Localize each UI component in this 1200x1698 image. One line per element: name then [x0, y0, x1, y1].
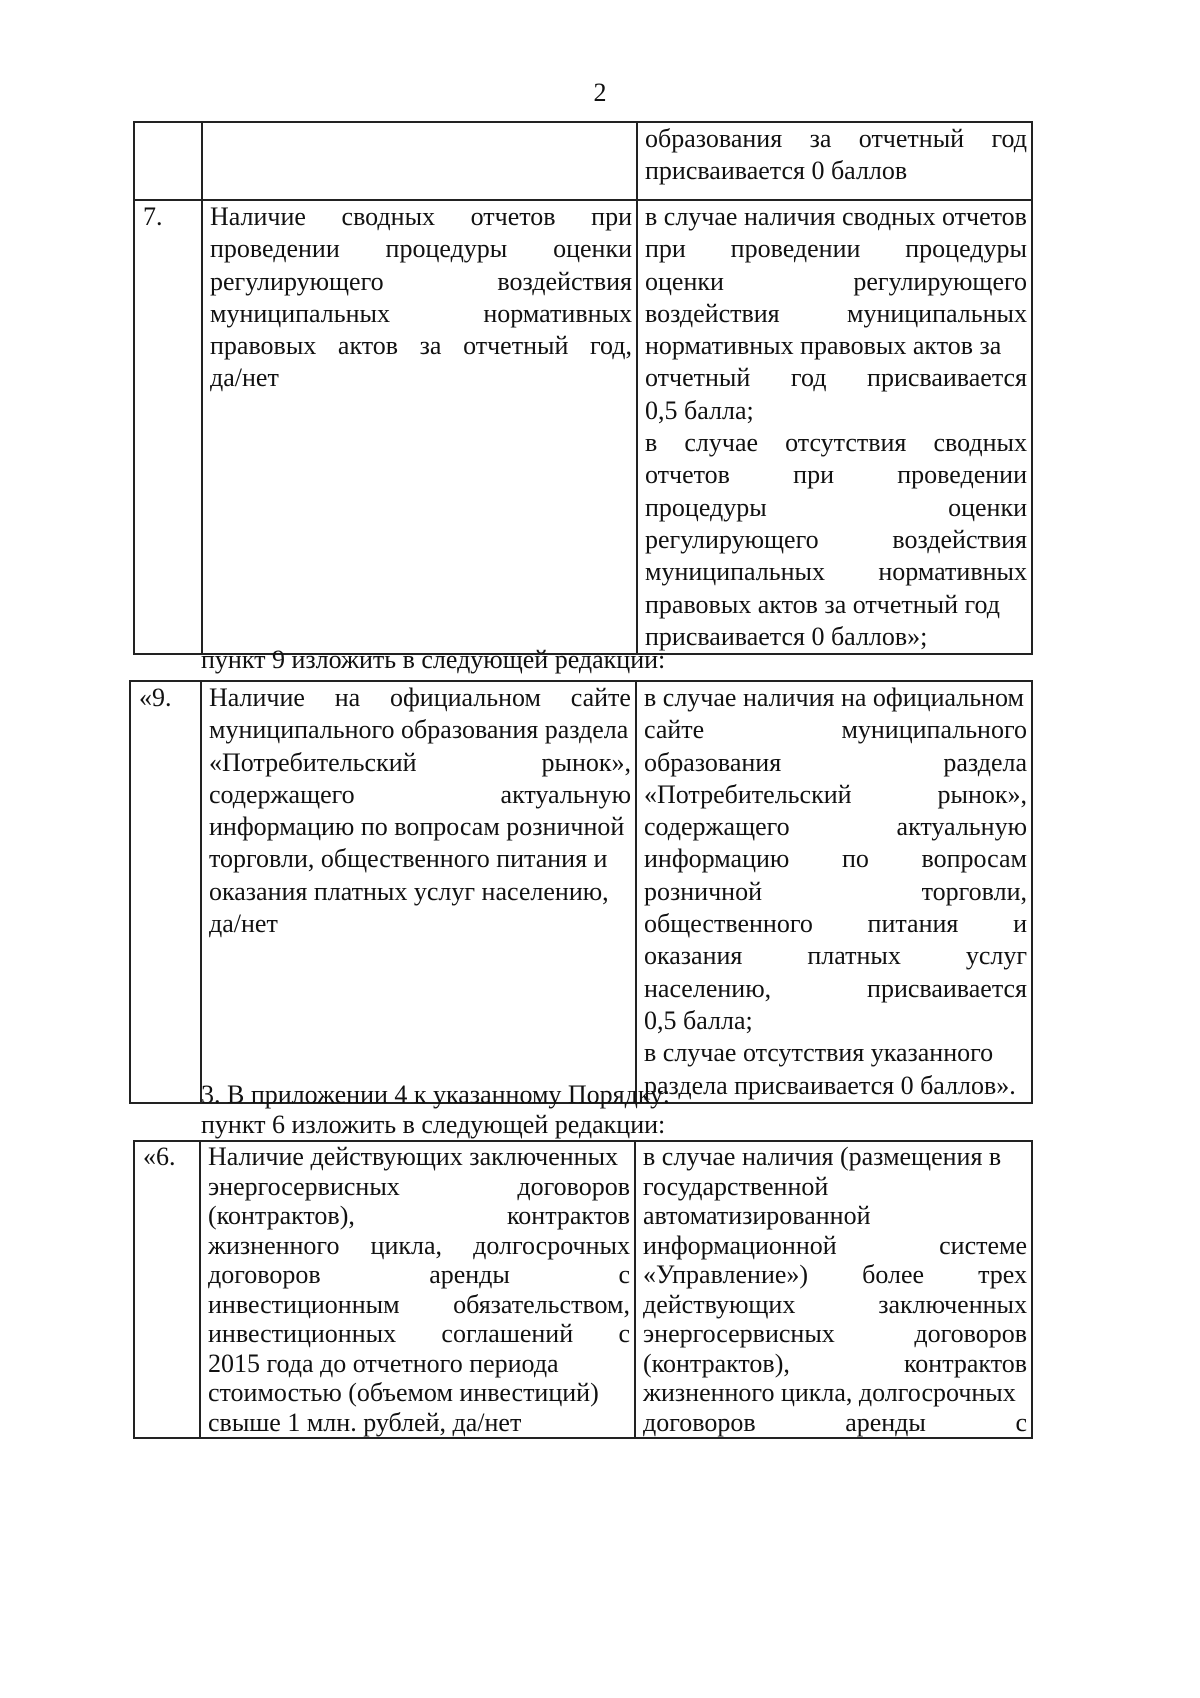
- word: отчетный: [645, 363, 751, 393]
- word: содержащего: [209, 779, 355, 809]
- text-line: [645, 201, 1027, 233]
- word: присваивается: [867, 363, 1027, 393]
- text-line: [210, 330, 632, 362]
- word: при: [645, 234, 686, 264]
- criterion-cell: [200, 1141, 635, 1438]
- text-line: [209, 747, 631, 779]
- word: в случае отсутствия указанного: [644, 1038, 994, 1068]
- word: жизненного цикла, долгосрочных: [643, 1378, 1016, 1407]
- scoring-cell: [637, 122, 1032, 200]
- text-line: [208, 1378, 630, 1408]
- word: при: [793, 460, 834, 490]
- word: розничной: [644, 876, 763, 906]
- text-line: [645, 362, 1027, 394]
- word: проведении: [210, 234, 340, 264]
- word: раздела: [943, 747, 1027, 777]
- word: отчетный: [463, 331, 569, 361]
- word: регулирующего: [645, 524, 819, 554]
- text-line: [210, 298, 632, 330]
- word: энергосервисных: [208, 1171, 400, 1201]
- word: обязательством,: [453, 1289, 630, 1319]
- word: информацию по вопросам розничной: [209, 812, 625, 842]
- word: раздела присваивается 0 баллов».: [644, 1070, 1016, 1100]
- word: оказания: [644, 941, 743, 971]
- word: питания: [867, 909, 959, 939]
- word: муниципальных: [645, 557, 826, 587]
- row-number-cell: [134, 200, 202, 654]
- word: в: [645, 428, 658, 458]
- word: актов: [337, 331, 399, 361]
- word: инвестиционным: [208, 1289, 400, 1319]
- word: год: [991, 124, 1027, 153]
- word: правовых: [210, 331, 317, 361]
- text-line: [209, 714, 631, 746]
- word: за: [419, 331, 442, 361]
- text-line: [644, 876, 1027, 908]
- word: процедуры: [645, 492, 767, 522]
- word: проведении: [730, 234, 861, 264]
- word: сайте: [644, 715, 705, 745]
- text-line: [644, 908, 1027, 940]
- word: стоимостью (объемом инвестиций): [208, 1378, 599, 1407]
- word: да/нет: [209, 909, 278, 939]
- row-number-cell: [134, 122, 202, 200]
- text-line: [643, 1319, 1027, 1349]
- text-line: [644, 940, 1027, 972]
- text-line: [209, 876, 631, 908]
- text-line: [643, 1260, 1027, 1290]
- text-line: [208, 1290, 630, 1320]
- word: отсутствия: [785, 428, 907, 458]
- word: сводных: [933, 428, 1027, 458]
- word: заключенных: [878, 1289, 1027, 1319]
- word: системе: [939, 1230, 1027, 1260]
- text-line: [208, 1201, 630, 1231]
- text-line: [645, 589, 1027, 621]
- word: год,: [589, 331, 632, 361]
- word: образования: [644, 747, 782, 777]
- text-line: [644, 811, 1027, 843]
- text-line: [644, 1070, 1027, 1102]
- word: оценки: [645, 266, 724, 296]
- text-line: [645, 155, 1027, 187]
- word: сайте: [570, 683, 631, 712]
- word: населению,: [644, 973, 772, 1003]
- word: цикла,: [370, 1230, 443, 1260]
- word: трех: [978, 1260, 1027, 1289]
- text-line: [643, 1142, 1027, 1172]
- word: в случае наличия сводных отчетов: [645, 202, 1027, 231]
- word: в случае наличия на официальном: [644, 683, 1024, 712]
- text-line: [210, 233, 632, 265]
- word: «Потребительский: [209, 747, 417, 777]
- criterion-cell: [201, 681, 636, 1103]
- text-line: [643, 1231, 1027, 1261]
- text-line: [643, 1172, 1027, 1202]
- criteria-table-1: [133, 121, 1033, 655]
- text-line: [645, 266, 1027, 298]
- word: Наличие: [209, 683, 305, 712]
- row-number-cell: [130, 681, 201, 1103]
- word: рынок»,: [937, 779, 1027, 809]
- scoring-cell: [635, 1141, 1032, 1438]
- table-row: [134, 1141, 1032, 1438]
- word: с: [618, 1319, 630, 1348]
- text-line: [210, 201, 632, 233]
- word: вопросам: [921, 844, 1027, 874]
- word: по: [841, 844, 869, 874]
- row-number: 7.: [143, 202, 163, 231]
- text-line: [644, 1005, 1027, 1037]
- table-row: [134, 200, 1032, 654]
- word: воздействия: [497, 266, 632, 296]
- word: отчетный: [858, 124, 965, 153]
- word: аренды: [845, 1407, 926, 1437]
- word: долгосрочных: [473, 1230, 630, 1260]
- word: контрактов: [506, 1201, 630, 1230]
- text-line: [644, 747, 1027, 779]
- word: действующих: [643, 1289, 796, 1319]
- word: муниципального образования раздела: [209, 715, 629, 745]
- text-line: [209, 908, 631, 940]
- word: год: [790, 363, 827, 393]
- text-line: [643, 1349, 1027, 1379]
- word: регулирующего: [853, 266, 1027, 296]
- word: 0,5 балла;: [645, 395, 754, 425]
- word: Наличие действующих заключенных: [208, 1142, 619, 1171]
- word: за: [809, 124, 832, 153]
- word: актуальную: [896, 812, 1027, 842]
- text-line: [208, 1319, 630, 1349]
- word: инвестиционных: [208, 1319, 397, 1348]
- word: отчетов: [470, 202, 556, 231]
- word: с: [1015, 1407, 1027, 1437]
- text-line: [645, 298, 1027, 330]
- text-line: [643, 1201, 1027, 1231]
- text-line: [643, 1408, 1027, 1438]
- text-line: [645, 330, 1027, 362]
- criteria-table-3: [133, 1140, 1033, 1439]
- word: (контрактов),: [643, 1348, 790, 1378]
- word: при: [591, 202, 632, 231]
- word: процедуры: [385, 234, 508, 264]
- text-line: [644, 714, 1027, 746]
- word: общественного: [644, 909, 813, 939]
- word: официальном: [389, 683, 541, 712]
- word: и: [1013, 909, 1027, 939]
- text-line: [644, 973, 1027, 1005]
- word: договоров: [517, 1171, 630, 1201]
- text-line: [208, 1172, 630, 1202]
- text-line: [643, 1290, 1027, 1320]
- word: «Потребительский: [644, 779, 852, 809]
- text-line: [210, 266, 632, 298]
- word: услуг: [965, 941, 1027, 971]
- text-line: [209, 779, 631, 811]
- word: рынок»,: [541, 747, 631, 777]
- word: содержащего: [644, 812, 790, 842]
- page-number: 2: [593, 78, 607, 107]
- word: 2015 года до отчетного периода: [208, 1348, 559, 1378]
- word: энергосервисных: [643, 1319, 835, 1348]
- text-line: [209, 843, 631, 875]
- criterion-cell: [202, 122, 637, 200]
- text-line: [644, 1037, 1027, 1069]
- row-number: «9.: [139, 683, 172, 712]
- word: аренды: [429, 1260, 510, 1289]
- scoring-cell: [637, 200, 1032, 654]
- text-line: [208, 1142, 630, 1172]
- criteria-table-2: [129, 680, 1033, 1104]
- text-line: [645, 395, 1027, 427]
- word: нормативных: [878, 557, 1027, 587]
- word: «Управление»): [643, 1260, 809, 1289]
- paragraph-punkt9: пункт 9 изложить в следующей редакции:: [201, 645, 666, 674]
- table-row: [130, 681, 1032, 1103]
- text-line: [645, 459, 1027, 491]
- scoring-cell: [636, 681, 1032, 1103]
- word: на: [334, 683, 361, 712]
- paragraph-punkt6: пункт 6 изложить в следующей редакции:: [201, 1110, 666, 1139]
- table-row: [134, 122, 1032, 200]
- text-line: [644, 779, 1027, 811]
- word: 0,5 балла;: [644, 1005, 753, 1035]
- word: Наличие: [210, 202, 306, 231]
- word: торговли,: [921, 876, 1027, 906]
- word: оценки: [948, 492, 1027, 522]
- paragraph-appendix4: 3. В приложении 4 к указанному Порядку:: [201, 1080, 671, 1109]
- word: муниципальных: [846, 298, 1027, 328]
- word: правовых актов за отчетный год: [645, 589, 1001, 619]
- word: процедуры: [905, 234, 1027, 264]
- text-line: [210, 362, 632, 394]
- word: с: [618, 1260, 630, 1289]
- word: информационной: [643, 1230, 837, 1260]
- text-line: [209, 682, 631, 714]
- word: соглашений: [441, 1319, 574, 1348]
- row-number: «6.: [143, 1142, 176, 1171]
- text-line: [645, 524, 1027, 556]
- text-line: [209, 811, 631, 843]
- word: случае: [684, 428, 759, 458]
- text-line: [645, 123, 1027, 155]
- word: да/нет: [210, 363, 279, 393]
- word: воздействия: [645, 298, 780, 328]
- word: проведении: [897, 460, 1027, 490]
- row-number-cell: [134, 1141, 200, 1438]
- word: сводных: [341, 202, 436, 231]
- word: воздействия: [892, 524, 1027, 554]
- word: оценки: [553, 234, 632, 264]
- word: торговли, общественного питания и: [209, 844, 608, 874]
- word: информацию: [644, 844, 790, 874]
- word: договоров: [914, 1319, 1027, 1348]
- word: актуальную: [500, 779, 631, 809]
- word: присваивается 0 баллов»;: [645, 621, 928, 651]
- word: присваивается 0 баллов: [645, 156, 908, 186]
- text-line: [643, 1378, 1027, 1408]
- text-line: [644, 682, 1027, 714]
- word: муниципального: [841, 715, 1027, 745]
- text-line: [208, 1231, 630, 1261]
- word: муниципальных: [210, 298, 391, 328]
- word: жизненного: [208, 1230, 340, 1260]
- word: (контрактов),: [208, 1201, 355, 1230]
- word: договоров: [208, 1260, 321, 1289]
- text-line: [645, 621, 1027, 653]
- text-line: [645, 556, 1027, 588]
- text-line: [208, 1408, 630, 1438]
- word: автоматизированной: [643, 1201, 871, 1230]
- word: платных: [807, 941, 901, 971]
- text-line: [645, 233, 1027, 265]
- word: договоров: [643, 1407, 756, 1437]
- text-line: [208, 1260, 630, 1290]
- word: регулирующего: [210, 266, 384, 296]
- word: присваивается: [867, 973, 1027, 1003]
- word: более: [862, 1260, 925, 1289]
- word: свыше 1 млн. рублей, да/нет: [208, 1407, 522, 1437]
- word: образования: [645, 124, 783, 153]
- text-line: [208, 1349, 630, 1379]
- text-line: [645, 427, 1027, 459]
- text-line: [644, 843, 1027, 875]
- criterion-cell: [202, 200, 637, 654]
- text-line: [645, 492, 1027, 524]
- word: оказания платных услуг населению,: [209, 876, 609, 906]
- word: контрактов: [903, 1348, 1027, 1378]
- word: в случае наличия (размещения в: [643, 1142, 1002, 1171]
- word: отчетов: [645, 460, 730, 490]
- word: нормативных правовых актов за: [645, 331, 1002, 361]
- word: государственной: [643, 1171, 829, 1201]
- word: нормативных: [483, 298, 632, 328]
